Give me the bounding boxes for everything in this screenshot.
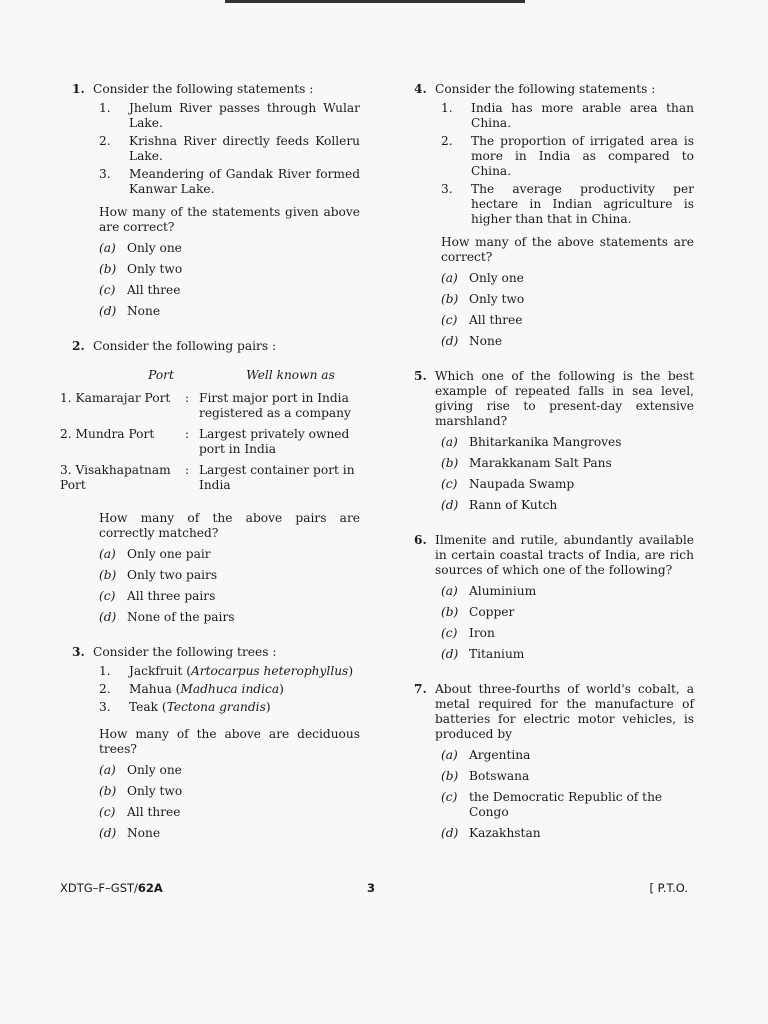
option-text: Argentina bbox=[469, 748, 531, 762]
option-letter: (c) bbox=[441, 313, 458, 327]
pair-port: 2. Mundra Port bbox=[60, 427, 155, 441]
statement-number: 2. bbox=[99, 682, 111, 696]
option-c bbox=[441, 790, 694, 820]
option-letter: (d) bbox=[99, 610, 117, 624]
option-letter: (c) bbox=[441, 477, 458, 491]
option-c bbox=[441, 477, 694, 492]
option-text: Only one bbox=[127, 241, 182, 255]
statement bbox=[435, 182, 694, 227]
question-stem: How many of the above pairs are correctly matched? bbox=[99, 511, 360, 540]
option-b bbox=[99, 784, 360, 799]
option-text: All three bbox=[127, 283, 181, 297]
question-4 bbox=[402, 82, 694, 349]
option-letter: (a) bbox=[441, 584, 458, 598]
question-1 bbox=[60, 82, 360, 319]
option-text: All three bbox=[127, 805, 181, 819]
pto-label: [ P.T.O. bbox=[649, 881, 688, 895]
option-text: All three pairs bbox=[127, 589, 216, 603]
scientific-name: Tectona grandis bbox=[166, 700, 266, 714]
pairs-header bbox=[93, 368, 360, 383]
option-d bbox=[99, 826, 360, 841]
option-list bbox=[441, 435, 694, 513]
option-b bbox=[99, 568, 360, 583]
question-text: Which one of the following is the best example of repeated falls in sea level, giving rise to present-day extensive marshland? bbox=[435, 369, 694, 428]
statement-text: India has more arable area than China. bbox=[471, 101, 694, 130]
question-text: Ilmenite and rutile, abundantly available in certain coastal tracts of India, are rich sources of which one of the following? bbox=[435, 533, 694, 577]
option-d bbox=[441, 334, 694, 349]
option-c bbox=[99, 805, 360, 820]
question-6 bbox=[402, 533, 694, 662]
question-number: 6. bbox=[414, 533, 427, 547]
statement-number: 3. bbox=[441, 182, 453, 196]
question-number: 4. bbox=[414, 82, 427, 96]
paren-close: ) bbox=[348, 664, 354, 678]
pair-row bbox=[60, 391, 360, 421]
pair-port: 3. Visakhapatnam Port bbox=[60, 463, 171, 492]
question-7 bbox=[402, 682, 694, 841]
column-header-known: Well known as bbox=[246, 368, 335, 382]
option-letter: (b) bbox=[99, 784, 117, 798]
option-d bbox=[99, 304, 360, 319]
booklet-code bbox=[60, 881, 163, 896]
option-letter: (b) bbox=[441, 769, 459, 783]
option-c bbox=[99, 589, 360, 604]
question-text: Consider the following pairs : bbox=[93, 339, 277, 353]
statement bbox=[93, 682, 360, 697]
tree-name: Mahua ( bbox=[129, 682, 181, 696]
statement bbox=[435, 134, 694, 179]
option-text: Copper bbox=[469, 605, 515, 619]
scientific-name: Artocarpus heterophyllus bbox=[190, 664, 349, 678]
option-a bbox=[99, 547, 360, 562]
option-text: Only two pairs bbox=[127, 568, 218, 582]
option-a bbox=[99, 763, 360, 778]
statement-list bbox=[435, 101, 694, 227]
question-stem: How many of the above are deciduous trees? bbox=[99, 727, 360, 756]
option-text: None of the pairs bbox=[127, 610, 235, 624]
option-a bbox=[99, 241, 360, 256]
statement-number: 1. bbox=[99, 101, 111, 115]
option-d bbox=[441, 826, 694, 841]
option-list bbox=[441, 748, 694, 841]
pair-separator: : bbox=[185, 391, 190, 405]
option-list bbox=[99, 763, 360, 841]
option-text: Marakkanam Salt Pans bbox=[469, 456, 612, 470]
pair-known: Largest container port in India bbox=[199, 463, 355, 492]
question-stem: How many of the statements given above are correct? bbox=[99, 205, 360, 234]
statement-number: 2. bbox=[441, 134, 453, 148]
question-number: 2. bbox=[72, 339, 85, 353]
pair-row bbox=[60, 427, 360, 457]
column-header-port: Port bbox=[148, 368, 174, 382]
option-list bbox=[99, 547, 360, 625]
statement-list bbox=[93, 101, 360, 197]
statement bbox=[93, 664, 360, 679]
scientific-name: Madhuca indica bbox=[180, 682, 280, 696]
statement bbox=[93, 134, 360, 164]
statement bbox=[93, 700, 360, 715]
option-text: Titanium bbox=[469, 647, 525, 661]
option-text: Bhitarkanika Mangroves bbox=[469, 435, 622, 449]
pair-separator: : bbox=[185, 427, 190, 441]
option-letter: (a) bbox=[441, 748, 458, 762]
statement-number: 2. bbox=[99, 134, 111, 148]
option-text: Only one bbox=[127, 763, 182, 777]
question-number: 7. bbox=[414, 682, 427, 696]
statement-text: Meandering of Gandak River formed Kanwar Lake. bbox=[129, 167, 360, 196]
statement bbox=[93, 167, 360, 197]
option-d bbox=[441, 647, 694, 662]
question-text: Consider the following trees : bbox=[93, 645, 277, 659]
option-letter: (c) bbox=[441, 790, 458, 804]
option-b bbox=[99, 262, 360, 277]
option-a bbox=[441, 435, 694, 450]
statement-number: 1. bbox=[99, 664, 111, 678]
question-5 bbox=[402, 369, 694, 513]
question-number: 1. bbox=[72, 82, 85, 96]
question-2 bbox=[60, 339, 360, 625]
statement-text: The average productivity per hectare in Indian agriculture is higher than that in China. bbox=[471, 182, 694, 226]
option-text: Botswana bbox=[469, 769, 530, 783]
paren-close: ) bbox=[279, 682, 284, 696]
option-letter: (b) bbox=[441, 605, 459, 619]
statement-list bbox=[93, 664, 360, 715]
option-letter: (b) bbox=[99, 262, 117, 276]
statement-text: Krishna River directly feeds Kolleru Lake. bbox=[129, 134, 360, 163]
tree-name: Teak ( bbox=[129, 700, 167, 714]
option-text: Only one bbox=[469, 271, 524, 285]
option-text: Iron bbox=[469, 626, 495, 640]
left-column bbox=[60, 82, 360, 847]
option-letter: (b) bbox=[99, 568, 117, 582]
statement bbox=[93, 101, 360, 131]
page-footer bbox=[60, 881, 688, 897]
option-letter: (d) bbox=[99, 304, 117, 318]
option-letter: (a) bbox=[99, 241, 116, 255]
option-list bbox=[99, 241, 360, 319]
statement bbox=[435, 101, 694, 131]
option-letter: (c) bbox=[99, 805, 116, 819]
option-list bbox=[441, 584, 694, 662]
option-b bbox=[441, 292, 694, 307]
statement-text: Jhelum River passes through Wular Lake. bbox=[129, 101, 360, 130]
option-letter: (d) bbox=[99, 826, 117, 840]
option-text: Kazakhstan bbox=[469, 826, 541, 840]
option-letter: (b) bbox=[441, 456, 459, 470]
option-a bbox=[441, 271, 694, 286]
statement-text: The proportion of irrigated area is more in India as compared to China. bbox=[471, 134, 694, 178]
statement-number: 3. bbox=[99, 167, 111, 181]
question-stem: How many of the above statements are correct? bbox=[441, 235, 694, 264]
question-text: Consider the following statements : bbox=[93, 82, 314, 96]
top-rule bbox=[225, 0, 525, 3]
option-letter: (d) bbox=[441, 826, 459, 840]
option-text: None bbox=[469, 334, 503, 348]
option-letter: (d) bbox=[441, 334, 459, 348]
option-b bbox=[441, 605, 694, 620]
option-text: Naupada Swamp bbox=[469, 477, 575, 491]
option-letter: (a) bbox=[441, 435, 458, 449]
booklet-code-prefix: XDTG–F–GST/ bbox=[60, 881, 138, 895]
option-text: None bbox=[127, 304, 161, 318]
option-letter: (a) bbox=[441, 271, 458, 285]
option-text: Only one pair bbox=[127, 547, 211, 561]
booklet-code-series: 62A bbox=[137, 881, 163, 895]
option-c bbox=[441, 626, 694, 641]
option-list bbox=[441, 271, 694, 349]
page-number: 3 bbox=[367, 881, 376, 895]
option-text: Only two bbox=[469, 292, 525, 306]
option-letter: (c) bbox=[99, 589, 116, 603]
option-letter: (c) bbox=[99, 283, 116, 297]
option-text: None bbox=[127, 826, 161, 840]
option-letter: (a) bbox=[99, 547, 116, 561]
option-text: Rann of Kutch bbox=[469, 498, 558, 512]
option-a bbox=[441, 748, 694, 763]
pair-separator: : bbox=[185, 463, 190, 477]
option-b bbox=[441, 456, 694, 471]
option-b bbox=[441, 769, 694, 784]
statement-number: 1. bbox=[441, 101, 453, 115]
pair-known: Largest privately owned port in India bbox=[199, 427, 350, 456]
question-text: Consider the following statements : bbox=[435, 82, 656, 96]
option-letter: (b) bbox=[441, 292, 459, 306]
question-number: 5. bbox=[414, 369, 427, 383]
option-text: Only two bbox=[127, 784, 183, 798]
option-letter: (d) bbox=[441, 647, 459, 661]
option-text: All three bbox=[469, 313, 523, 327]
right-column bbox=[402, 82, 694, 847]
pair-row bbox=[60, 463, 360, 493]
statement-number: 3. bbox=[99, 700, 111, 714]
pair-known: First major port in India registered as a company bbox=[199, 391, 351, 420]
option-a bbox=[441, 584, 694, 599]
option-letter: (a) bbox=[99, 763, 116, 777]
option-text: Aluminium bbox=[469, 584, 537, 598]
question-3 bbox=[60, 645, 360, 841]
option-c bbox=[441, 313, 694, 328]
option-letter: (d) bbox=[441, 498, 459, 512]
option-c bbox=[99, 283, 360, 298]
option-text: the Democratic Republic of the Congo bbox=[469, 790, 663, 819]
tree-name: Jackfruit ( bbox=[129, 664, 191, 678]
question-number: 3. bbox=[72, 645, 85, 659]
question-text: About three-fourths of world's cobalt, a metal required for the manufacture of batteries for electric motor vehicles, is produced by bbox=[435, 682, 694, 741]
option-d bbox=[441, 498, 694, 513]
option-text: Only two bbox=[127, 262, 183, 276]
option-d bbox=[99, 610, 360, 625]
paren-close: ) bbox=[265, 700, 271, 714]
option-letter: (c) bbox=[441, 626, 458, 640]
pair-port: 1. Kamarajar Port bbox=[60, 391, 171, 405]
